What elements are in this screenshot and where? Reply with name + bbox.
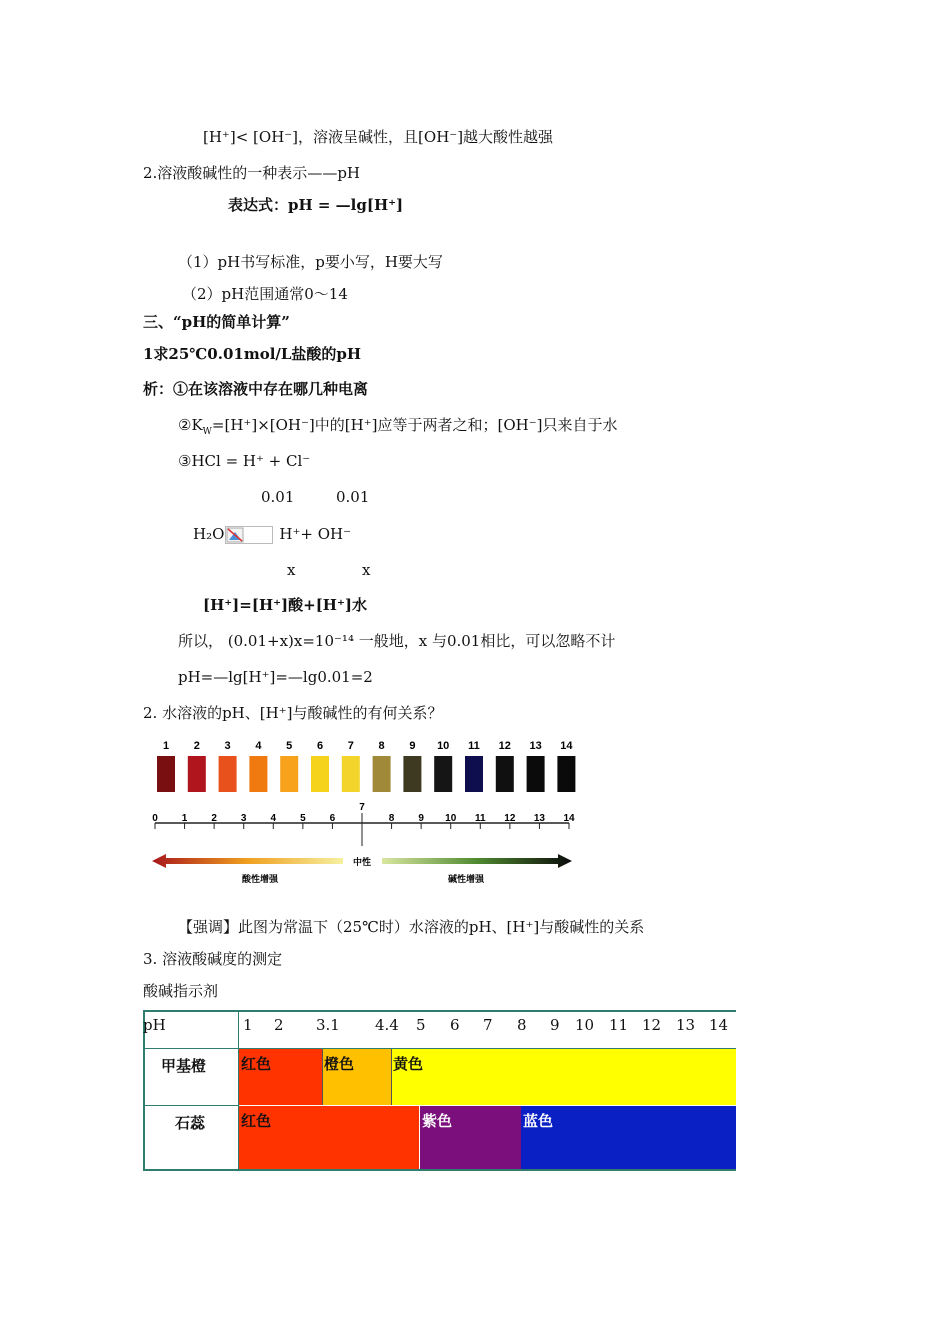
ph-strip-swatch	[527, 756, 545, 792]
text-line: 酸碱指示剂	[143, 982, 219, 1000]
ph-strip-swatch	[403, 756, 421, 792]
equilibrium-arrow-icon	[225, 526, 273, 544]
color-segment: 红色	[239, 1049, 322, 1105]
table-header-label: pH	[143, 1016, 166, 1034]
text-line: 3. 溶液酸碱度的测定	[143, 950, 283, 968]
ph-header-value: 6	[450, 1016, 460, 1034]
equation-value: x	[362, 561, 371, 579]
strip-number: 8	[378, 740, 385, 752]
ph-header-value: 12	[642, 1016, 662, 1034]
formula-line: [H⁺]=[H⁺]酸+[H⁺]水	[203, 596, 367, 614]
strip-number: 5	[286, 740, 293, 752]
ph-strip-swatch	[219, 756, 237, 792]
segment-divider	[391, 1049, 392, 1105]
equation-line: ③HCl = H⁺ + Cl⁻	[178, 452, 311, 470]
axis-number: 0	[152, 813, 158, 824]
strip-number: 1	[162, 740, 170, 752]
axis-number: 5	[300, 813, 306, 824]
base-label: 碱性增强	[447, 875, 485, 885]
ph-strip-swatch	[434, 756, 452, 792]
strip-number: 3	[224, 740, 231, 752]
axis-number: 10	[445, 813, 457, 824]
axis-number: 4	[270, 813, 277, 824]
ph-header-value: 3.1	[316, 1016, 340, 1034]
analysis-text: 析：①在该溶液中存在哪几种电离	[143, 380, 369, 398]
ph-header-value: 4.4	[375, 1016, 399, 1034]
ph-strip-swatch	[465, 756, 483, 792]
ph-strip-swatch	[496, 756, 514, 792]
formula-line: 表达式：pH = —lg[H⁺]	[228, 196, 404, 214]
strip-number: 6	[316, 740, 324, 752]
axis-number: 9	[418, 813, 424, 824]
ph-header-value: 9	[550, 1016, 560, 1034]
ph-strip-swatch	[373, 756, 391, 792]
text-line: （2）pH范围通常0～14	[182, 285, 348, 303]
acid-arrow	[152, 854, 343, 868]
water-formula: H₂O	[193, 525, 225, 543]
text-line: 2.溶液酸碱性的一种表示——pH	[143, 164, 360, 182]
axis-number: 7	[359, 802, 365, 813]
indicator-name: 石蕊	[175, 1114, 206, 1132]
text-line: $②K_W=[H^+]\times[OH^-]$中的[H⁺]应等于两者之和；[OH⁻]只来自于水	[178, 416, 618, 437]
ph-strip-swatch	[249, 756, 267, 792]
strip-number: 2	[193, 740, 200, 752]
table-bottom-border	[143, 1169, 736, 1171]
axis-number: 12	[504, 813, 516, 824]
axis-number: 6	[329, 813, 336, 824]
color-segment: 红色	[239, 1106, 419, 1169]
color-segment: 黄色	[391, 1049, 736, 1105]
problem-heading: 1求25℃0.01mol/L盐酸的pH	[143, 345, 362, 363]
ph-header-value: 2	[274, 1016, 284, 1034]
strip-number: 12	[498, 740, 511, 752]
axis-number: 3	[240, 813, 247, 824]
axis-number: 14	[563, 813, 575, 824]
text-line: 所以， (0.01+x)x=10⁻¹⁴ 一般地，x 与0.01相比，可以忽略不计	[178, 632, 616, 650]
ph-header-value: 8	[517, 1016, 527, 1034]
ph-header-value: 13	[676, 1016, 696, 1034]
axis-number: 2	[211, 813, 217, 824]
axis-number: 1	[181, 813, 188, 824]
emphasis-line: 【强调】此图为常温下（25℃时）水溶液的pH、[H⁺]与酸碱性的关系	[178, 918, 645, 936]
color-segment: 紫色	[420, 1106, 521, 1169]
strip-number: 4	[255, 740, 262, 752]
ph-strip-swatch	[557, 756, 575, 792]
equation-value: x	[287, 561, 296, 579]
text-line: [H⁺]< [OH⁻]，溶液呈碱性，且[OH⁻]越大酸性越强	[203, 128, 554, 146]
strip-number: 13	[529, 740, 542, 752]
section-heading: 三、“pH的简单计算”	[143, 313, 290, 331]
ph-header-value: 14	[709, 1016, 729, 1034]
ph-header-value: 1	[243, 1016, 253, 1034]
ph-strip-swatch	[157, 756, 175, 792]
ph-strip-swatch	[311, 756, 329, 792]
acid-label: 酸性增强	[241, 875, 279, 885]
equation-value: 0.01	[261, 488, 295, 506]
base-arrow	[382, 854, 572, 868]
ph-header-value: 5	[416, 1016, 426, 1034]
ph-header-value: 11	[609, 1016, 629, 1034]
strip-number: 10	[437, 740, 450, 752]
ph-scale-figure	[148, 736, 580, 888]
ph-strip-swatch	[188, 756, 206, 792]
table-row-divider	[143, 1105, 239, 1106]
strip-number: 14	[560, 740, 573, 752]
text-line: 2. 水溶液的pH、[H⁺]与酸碱性的有何关系？	[143, 704, 443, 722]
axis-number: 11	[474, 813, 486, 824]
axis-number: 8	[388, 813, 395, 824]
ion-products: H⁺+ OH⁻	[279, 525, 352, 543]
text-line: pH=—lg[H⁺]=—lg0.01=2	[178, 668, 373, 686]
strip-number: 11	[468, 740, 480, 752]
axis-number: 13	[533, 813, 545, 824]
strip-number: 9	[409, 740, 416, 752]
color-segment: 蓝色	[521, 1106, 736, 1169]
text-line	[143, 379, 368, 399]
indicator-table	[143, 1010, 736, 1171]
ph-strip-swatch	[280, 756, 298, 792]
neutral-label: 中性	[352, 858, 372, 868]
equilibrium-line	[193, 524, 351, 544]
ph-header-value: 10	[575, 1016, 595, 1034]
ph-header-value: 7	[483, 1016, 493, 1034]
ph-strip-swatch	[342, 756, 360, 792]
table-left-border	[143, 1010, 145, 1171]
strip-number: 7	[347, 740, 354, 752]
segment-divider	[322, 1049, 323, 1105]
indicator-name: 甲基橙	[161, 1057, 207, 1075]
equation-value: 0.01	[336, 488, 370, 506]
table-top-border	[143, 1010, 736, 1012]
color-segment: 橙色	[322, 1049, 391, 1105]
text-line: （1）pH书写标准，p要小写，H要大写	[178, 253, 443, 271]
